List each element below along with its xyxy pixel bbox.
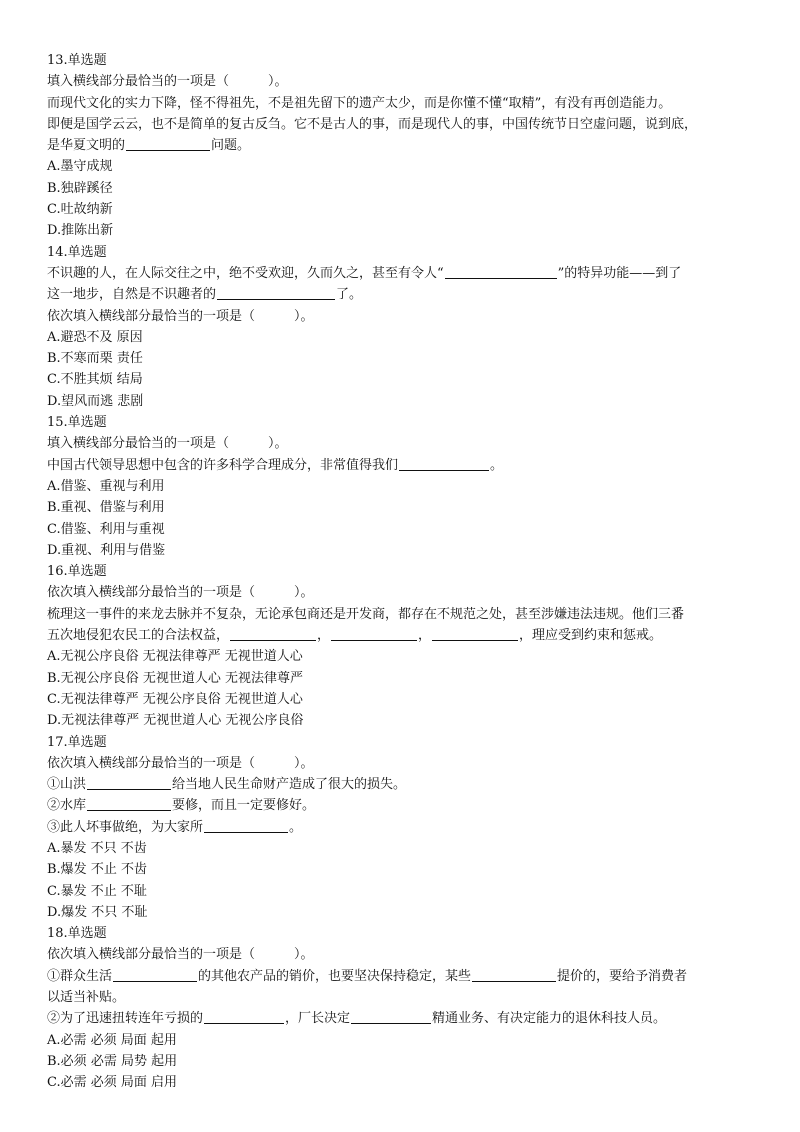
question-header: 16.单选题 — [47, 564, 107, 580]
question-15 — [47, 412, 759, 561]
passage-line: 是华夏文明的 问题。 — [47, 138, 251, 154]
passage-line: 不识趣的人，在人际交往之中，绝不受欢迎，久而久之，甚至有令人“ ”的特异功能——到了 — [47, 265, 682, 281]
question-header: 17.单选题 — [47, 734, 107, 750]
passage-line: 梳理这一事件的来龙去脉并不复杂，无论承包商还是开发商，都存在不规范之处，甚至涉嫌违法违规。他们三番 — [47, 606, 685, 622]
question-instruction: 依次填入横线部分最恰当的一项是（ ）。 — [47, 947, 314, 963]
passage-line: 这一地步，自然是不识趣者的 了。 — [47, 287, 363, 303]
fill-blank — [87, 775, 171, 790]
option-b[interactable]: B.重视、借鉴与利用 — [47, 500, 165, 516]
question-18 — [47, 923, 759, 1093]
fill-blank — [217, 285, 335, 300]
fill-blank — [472, 967, 556, 982]
passage-line: 中国古代领导思想中包含的许多科学合理成分，非常值得我们 。 — [47, 457, 504, 473]
option-d[interactable]: D.望风而逃 悲剧 — [47, 393, 144, 409]
passage-line: 而现代文化的实力下降，怪不得祖先，不是祖先留下的遗产太少，而是你懂不懂“取精”，有没有再创造能力。 — [47, 95, 672, 111]
option-b[interactable]: B.爆发 不止 不齿 — [47, 862, 147, 878]
option-a[interactable]: A.必需 必须 局面 起用 — [47, 1032, 177, 1048]
option-d[interactable]: D.推陈出新 — [47, 223, 114, 239]
sentence-line: ③此人坏事做绝，为大家所 。 — [47, 819, 303, 835]
option-c[interactable]: C.无视法律尊严 无视公序良俗 无视世道人心 — [47, 691, 303, 707]
sentence-line: ②为了迅速扭转连年亏损的 ，厂长决定 精通业务、有决定能力的退休科技人员。 — [47, 1011, 667, 1027]
option-c[interactable]: C.借鉴、利用与重视 — [47, 521, 165, 537]
question-16 — [47, 561, 759, 731]
option-a[interactable]: A.无视公序良俗 无视法律尊严 无视世道人心 — [47, 649, 303, 665]
fill-blank — [445, 264, 557, 279]
sentence-line: ①山洪 给当地人民生命财产造成了很大的损失。 — [47, 777, 407, 793]
option-c[interactable]: C.吐故纳新 — [47, 202, 113, 218]
question-header: 18.单选题 — [47, 926, 107, 942]
fill-blank — [230, 626, 316, 641]
question-17 — [47, 732, 759, 924]
fill-blank — [113, 967, 197, 982]
question-instruction: 依次填入横线部分最恰当的一项是（ ）。 — [47, 308, 314, 324]
question-14 — [47, 242, 759, 412]
option-d[interactable]: D.爆发 不只 不耻 — [47, 904, 148, 920]
sentence-line: ②水库 要修，而且一定要修好。 — [47, 798, 316, 814]
sentence-line: 以适当补贴。 — [47, 990, 126, 1006]
option-c[interactable]: C.不胜其烦 结局 — [47, 372, 143, 388]
sentence-line: ①群众生活 的其他农产品的销价，也要坚决保持稳定，某些 提价的，要给予消费者 — [47, 968, 688, 984]
fill-blank — [126, 136, 210, 151]
question-header: 13.单选题 — [47, 53, 107, 68]
question-header: 15.单选题 — [47, 415, 107, 431]
option-b[interactable]: B.必须 必需 局势 起用 — [47, 1053, 178, 1069]
option-b[interactable]: B.无视公序良俗 无视世道人心 无视法律尊严 — [47, 670, 303, 686]
fill-blank — [204, 818, 288, 833]
option-b[interactable]: B.不寒而栗 责任 — [47, 351, 143, 367]
fill-blank — [87, 796, 171, 811]
option-c[interactable]: C.暴发 不止 不耻 — [47, 883, 147, 899]
option-d[interactable]: D.无视法律尊严 无视世道人心 无视公序良俗 — [47, 713, 304, 729]
question-header: 14.单选题 — [47, 244, 107, 260]
question-13 — [47, 50, 759, 242]
question-instruction: 依次填入横线部分最恰当的一项是（ ）。 — [47, 755, 314, 771]
fill-blank — [204, 1009, 284, 1024]
fill-blank — [432, 626, 518, 641]
fill-blank — [351, 1009, 431, 1024]
option-b[interactable]: B.独辟蹊径 — [47, 180, 113, 196]
option-c[interactable]: C.必需 必须 局面 启用 — [47, 1075, 178, 1091]
question-instruction: 填入横线部分最恰当的一项是（ ）。 — [47, 74, 288, 90]
passage-line: 五次地侵犯农民工的合法权益， ， ， ，理应受到约束和惩戒。 — [47, 628, 663, 644]
option-a[interactable]: A.借鉴、重视与利用 — [47, 478, 165, 494]
option-a[interactable]: A.暴发 不只 不齿 — [47, 840, 147, 856]
option-a[interactable]: A.避恐不及 原因 — [47, 329, 143, 345]
passage-line: 即便是国学云云，也不是简单的复古反刍。它不是古人的事，而是现代人的事，中国传统节日空虚问题，说到底， — [47, 116, 698, 132]
option-d[interactable]: D.重视、利用与借鉴 — [47, 542, 166, 558]
question-instruction: 填入横线部分最恰当的一项是（ ）。 — [47, 436, 288, 452]
document-page — [47, 50, 759, 1094]
fill-blank — [331, 626, 417, 641]
fill-blank — [399, 456, 489, 471]
question-instruction: 依次填入横线部分最恰当的一项是（ ）。 — [47, 585, 314, 601]
option-a[interactable]: A.墨守成规 — [47, 159, 113, 175]
